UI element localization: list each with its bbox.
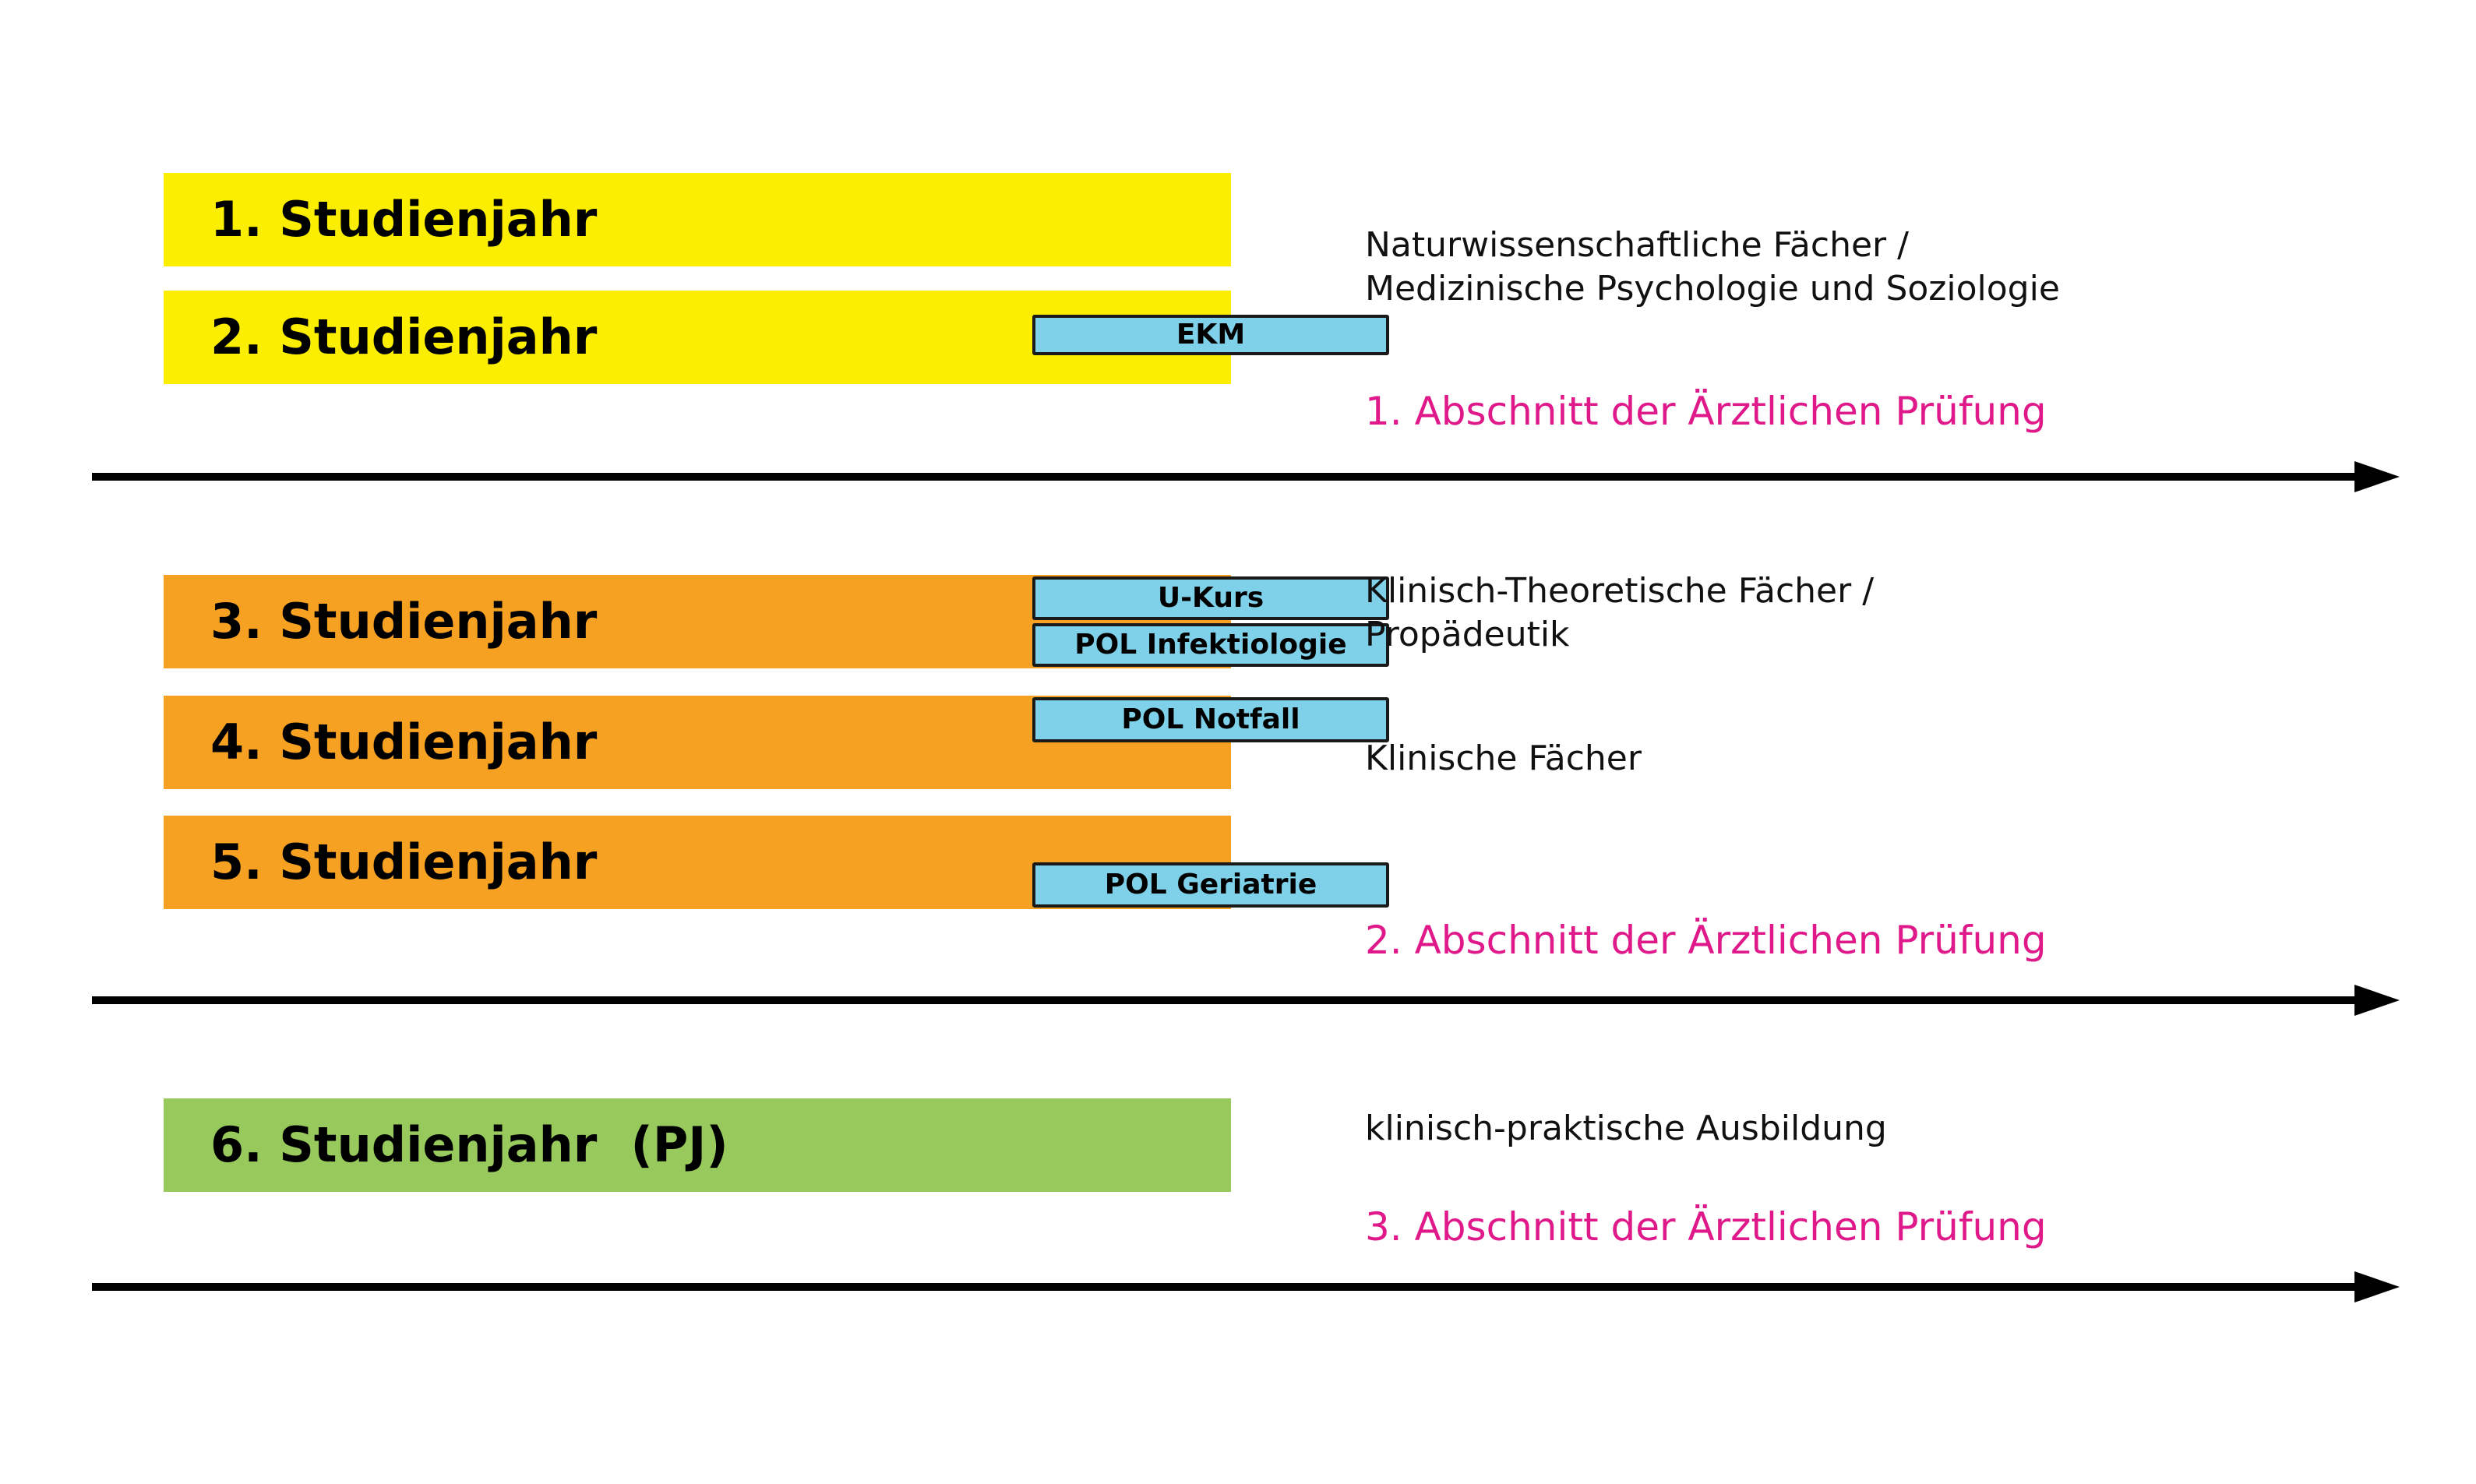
section3-description: klinisch-praktische Ausbildung (1365, 1109, 1887, 1148)
section2-description-line1: Klinisch-Theoretische Fächer / (1365, 571, 1875, 611)
year-label-1: 1. Studienjahr (210, 191, 598, 248)
year-bar-2 (164, 291, 1246, 384)
tag-pol-geriatrie: POL Geriatrie (1032, 862, 1389, 908)
section2-clinical-description: Klinische Fächer (1365, 738, 1642, 778)
section1-description-line1: Naturwissenschaftliche Fächer / (1365, 225, 1909, 265)
timeline-arrow-3 (92, 1264, 2400, 1310)
tag-pol-infektiologie: POL Infektiologie (1032, 623, 1389, 667)
year-label-3: 3. Studienjahr (210, 593, 598, 650)
timeline-arrow-2 (92, 977, 2400, 1024)
year-label-5: 5. Studienjahr (210, 834, 598, 890)
year-label-4: 4. Studienjahr (210, 714, 598, 770)
section2-description-line2: Propädeutik (1365, 615, 1570, 654)
year-label-6: 6. Studienjahr (PJ) (210, 1116, 728, 1173)
year-bar-5 (164, 816, 1317, 909)
tag-u-kurs: U-Kurs (1032, 576, 1389, 620)
exam-3-label: 3. Abschnitt der Ärztlichen Prüfung (1365, 1204, 2047, 1250)
year-bar-6 (164, 1098, 1231, 1192)
tag-pol-notfall: POL Notfall (1032, 697, 1389, 742)
year-bar-1 (164, 173, 1231, 266)
exam-2-label: 2. Abschnitt der Ärztlichen Prüfung (1365, 918, 2047, 963)
year-label-2: 2. Studienjahr (210, 308, 598, 365)
exam-1-label: 1. Abschnitt der Ärztlichen Prüfung (1365, 389, 2047, 434)
tag-ekm: EKM (1032, 315, 1389, 355)
section1-description-line2: Medizinische Psychologie und Soziologie (1365, 269, 2060, 308)
year-bar-4 (164, 696, 1300, 789)
timeline-arrow-1 (92, 453, 2400, 500)
year-bar-3 (164, 575, 1347, 668)
